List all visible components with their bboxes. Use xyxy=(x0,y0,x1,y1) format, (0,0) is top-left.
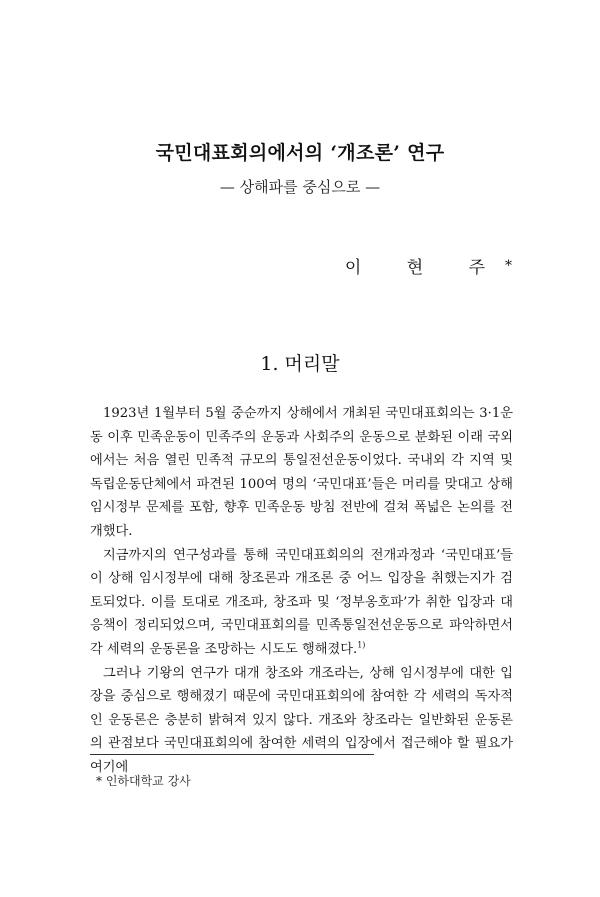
body-text xyxy=(90,402,513,780)
paragraph-text: 1923년 1월부터 5월 중순까지 상해에서 개최된 국민대표회의는 3·1운동 이후 민족운동이 민족주의 운동과 사회주의 운동으로 분화된 이래 국외에서는 처음 열린 민족적 규모의 통일전선운동이었다. 국내외 각 지역 및 독립운동단체에서 파견된 100여 명의 ‘국민대표’들은 머리를 맞대고 상해 임시정부 문제를 포함, 향후 민족운동 방침 전반에 걸쳐 폭넓은 논의를 전개했다. xyxy=(90,406,513,539)
footnote-ref[interactable]: 1) xyxy=(357,640,366,650)
paper-subtitle: — 상해파를 중심으로 — xyxy=(219,178,381,196)
paragraph-text: 그러나 기왕의 연구가 대개 창조와 개조라는, 상해 임시정부에 대한 입장을 중심으로 행해졌기 때문에 국민대표회의에 참여한 각 세력의 독자적인 운동론은 충분히 밝혀져 있지 않다. 개조와 창조라는 일반화된 운동론의 관점보다 국민대표회의에 참여한 세력의 입장에서 접근해야 할 필요가 여기에 xyxy=(90,665,513,775)
paragraph-2 xyxy=(90,544,513,662)
paper-title: 국민대표회의에서의 ‘개조론’ 연구 xyxy=(155,142,445,164)
author-name xyxy=(345,253,512,278)
paragraph-text: 지금까지의 연구성과를 통해 국민대표회의의 전개과정과 ‘국민대표’들이 상해 임시정부에 대해 창조론과 개조론 중 어느 입장을 취했는지가 검토되었다. 이를 토대로 개조파, 창조파 및 ‘정부옹호파’가 취한 입장과 대응책이 정리되었으며, 국민대표회의를 민족통일전선운동으로 파악하면서 각 세력의 운동론을 조망하는 시도도 행해졌다. xyxy=(90,547,513,657)
paragraph-3 xyxy=(90,662,513,780)
section-heading: 1. 머리말 xyxy=(260,353,340,375)
footnote: * 인하대학교 강사 xyxy=(96,774,191,788)
paragraph-1 xyxy=(90,402,513,544)
author-name-text: 이 현 주 xyxy=(344,258,505,278)
footnote-divider xyxy=(90,754,374,755)
author-footnote-mark: * xyxy=(505,258,512,274)
